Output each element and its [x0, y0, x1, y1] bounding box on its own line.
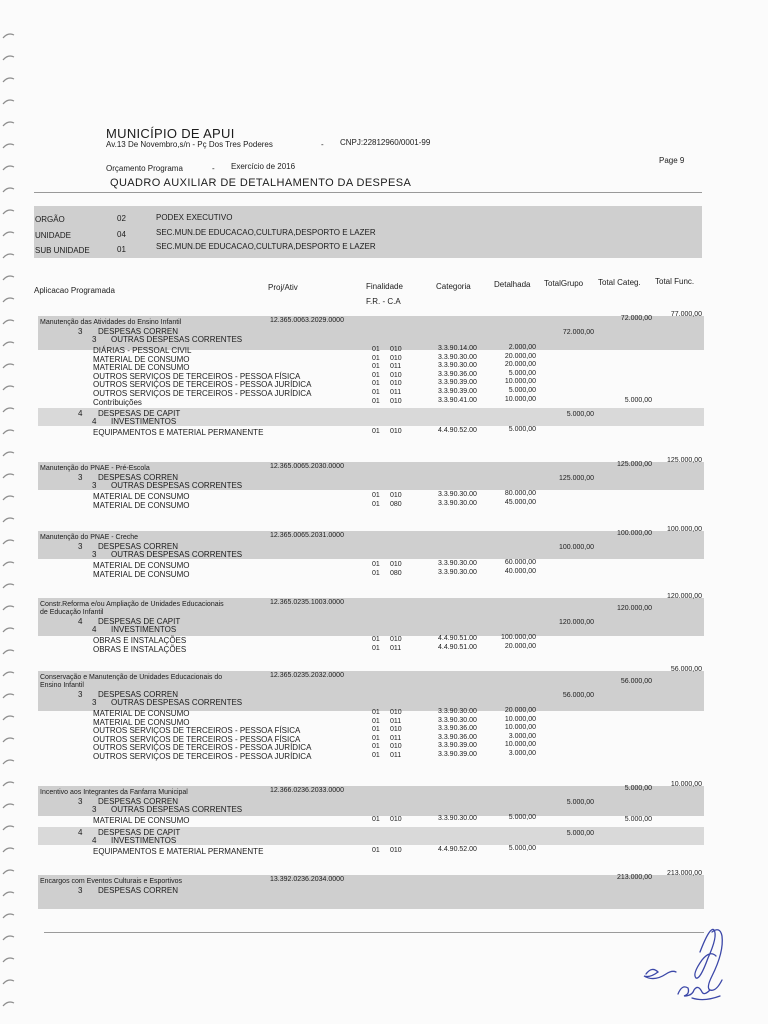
expense-category-code: 3.3.90.41.00: [438, 396, 477, 404]
fonte-recurso: 01: [372, 734, 380, 742]
expense-description: Contribuições: [93, 397, 142, 407]
fonte-recurso: 01: [372, 371, 380, 379]
total-categ: 100.000,00: [616, 530, 652, 537]
program-title: Encargos com Eventos Culturais e Esportivos: [40, 878, 183, 885]
total-grupo: 125.000,00: [558, 475, 594, 482]
detailed-value: 5.000,00: [508, 369, 536, 377]
expense-description: MATERIAL DE CONSUMO: [93, 816, 190, 825]
program-title: Constr.Reforma e/ou Ampliação de Unidades Educacionais: [40, 601, 224, 608]
codigo-aplicacao: 011: [390, 734, 402, 742]
binding-ring: [3, 1002, 14, 1006]
category-number: 3: [78, 797, 83, 806]
binding-ring: [3, 496, 14, 500]
total-categ: 125.000,00: [616, 461, 652, 468]
group-label: INVESTIMENTOS: [111, 417, 177, 427]
program-title: Manutenção do PNAE - Pré-Escola: [40, 465, 150, 472]
category-number: 4: [78, 617, 83, 626]
expense-category-code: 3.3.90.36.00: [438, 725, 477, 733]
group-label: OUTRAS DESPESAS CORRENTES: [111, 481, 243, 490]
expense-category-code: 3.3.90.39.00: [438, 379, 477, 387]
binding-ring: [3, 34, 14, 38]
fonte-recurso: 01: [372, 500, 380, 508]
col-total-func: Total Func.: [655, 277, 695, 286]
group-number: 3: [92, 481, 97, 490]
detailed-value: 45.000,00: [504, 498, 536, 506]
category-number: 3: [78, 542, 83, 551]
category-number: 3: [78, 473, 83, 482]
binding-ring: [3, 672, 14, 676]
detailed-value: 60.000,00: [504, 559, 536, 566]
binding-ring: [3, 430, 14, 434]
program-code: 13.392.0236.2034.0000: [270, 876, 344, 883]
agency-code: 04: [117, 230, 126, 239]
total-grupo: 56.000,00: [562, 692, 594, 699]
expense-description: OUTROS SERVIÇOS DE TERCEIROS - PESSOA JURÍDICA: [93, 752, 312, 761]
expense-category-code: 3.3.90.30.00: [438, 353, 477, 361]
program-title-cont: de Educação Infantil: [40, 609, 104, 616]
municipality-name: MUNICÍPIO DE APUI: [106, 126, 235, 141]
fonte-recurso: 01: [372, 428, 380, 436]
binding-ring: [3, 540, 14, 544]
category-label: DESPESAS CORREN: [98, 542, 179, 551]
fonte-recurso: 01: [372, 709, 380, 716]
category-number: 4: [78, 409, 83, 419]
binding-ring: [3, 188, 14, 192]
expense-category-code: 3.3.90.30.00: [438, 499, 477, 507]
binding-ring: [3, 562, 14, 566]
agency-name: SEC.MUN.DE EDUCACAO,CULTURA,DESPORTO E LAZER: [156, 228, 376, 237]
expense-category-code: 3.3.90.30.00: [438, 560, 477, 567]
category-number: 3: [78, 690, 83, 699]
binding-ring: [3, 892, 14, 896]
binding-ring: [3, 56, 14, 60]
expense-description: MATERIAL DE CONSUMO: [93, 354, 190, 364]
binding-ring: [3, 958, 14, 962]
address-separator: -: [321, 140, 324, 149]
binding-ring: [3, 628, 14, 632]
binding-ring: [3, 166, 14, 170]
expense-category-code: 3.3.90.14.00: [438, 345, 477, 352]
binding-ring: [3, 452, 14, 456]
total-func: 125.000,00: [666, 457, 702, 464]
fonte-recurso: 01: [372, 816, 380, 823]
detailed-value: 20.000,00: [504, 642, 536, 650]
budget-separator: -: [212, 164, 215, 173]
expense-category-code: 4.4.90.52.00: [438, 427, 477, 435]
expense-description: OUTROS SERVIÇOS DE TERCEIROS - PESSOA FÍSICA: [93, 734, 301, 744]
detailed-value: 20.000,00: [504, 707, 536, 714]
detailed-value: 5.000,00: [508, 814, 536, 821]
group-label: INVESTIMENTOS: [111, 625, 177, 634]
codigo-aplicacao: 011: [390, 644, 402, 652]
codigo-aplicacao: 010: [390, 354, 402, 362]
detailed-value: 100.000,00: [500, 634, 536, 641]
expense-category-code: 3.3.90.36.00: [438, 733, 477, 741]
group-label: OUTRAS DESPESAS CORRENTES: [111, 698, 243, 707]
total-grupo: 5.000,00: [566, 829, 594, 837]
col-finalidade: Finalidade: [366, 282, 403, 291]
binding-ring: [3, 518, 14, 522]
total-func: 100.000,00: [666, 526, 702, 533]
expense-category-code: 3.3.90.39.00: [438, 388, 477, 395]
binding-ring: [3, 804, 14, 808]
col-total-grupo: TotalGrupo: [544, 279, 584, 288]
codigo-aplicacao: 010: [390, 816, 402, 823]
expense-description: OUTROS SERVIÇOS DE TERCEIROS - PESSOA FÍSICA: [93, 371, 301, 381]
col-aplicacao: Aplicacao Programada: [34, 286, 115, 295]
expense-category-code: 3.3.90.30.00: [438, 568, 477, 576]
detailed-value: 10.000,00: [504, 395, 536, 403]
col-proj-ativ: Proj/Ativ: [268, 283, 298, 292]
agency-label: SUB UNIDADE: [35, 246, 90, 255]
detailed-value: 5.000,00: [508, 387, 536, 394]
expense-category-code: 4.4.90.51.00: [438, 643, 477, 651]
binding-ring: [3, 606, 14, 610]
binding-ring: [3, 78, 14, 82]
fonte-recurso: 01: [372, 644, 380, 652]
expense-description: OBRAS E INSTALAÇÕES: [93, 636, 187, 645]
program-title-cont: Ensino Infantil: [40, 682, 84, 689]
expense-description: OBRAS E INSTALAÇÕES: [93, 644, 187, 654]
fonte-recurso: 01: [372, 389, 380, 396]
expense-description: EQUIPAMENTOS E MATERIAL PERMANENTE: [93, 846, 264, 856]
group-number: 4: [92, 835, 97, 845]
group-number: 4: [92, 417, 97, 427]
group-label: INVESTIMENTOS: [111, 835, 177, 845]
category-number: 3: [78, 327, 83, 336]
expense-category-code: 3.3.90.39.00: [438, 751, 477, 758]
fonte-recurso: 01: [372, 569, 380, 577]
binding-ring: [3, 298, 14, 302]
expense-category-code: 4.4.90.52.00: [438, 845, 477, 853]
agency-label: UNIDADE: [35, 231, 72, 240]
binding-ring: [3, 782, 14, 786]
total-grupo: 100.000,00: [558, 544, 594, 551]
expense-category-code: 3.3.90.30.00: [438, 362, 477, 370]
binding-ring: [3, 980, 14, 984]
binding-ring: [3, 386, 14, 390]
category-number: 4: [78, 827, 83, 837]
col-detalhada: Detalhada: [494, 280, 531, 289]
handwritten-signature-icon: [630, 922, 746, 1018]
fonte-recurso: 01: [372, 752, 380, 759]
agency-label: ORGÃO: [35, 215, 65, 224]
total-categ: 213.000,00: [616, 874, 652, 881]
binding-ring: [3, 364, 14, 368]
program-title: Manutenção do PNAE - Creche: [40, 534, 139, 541]
program-title: Manutenção das Atividades do Ensino Infantil: [40, 319, 182, 326]
binding-ring: [3, 760, 14, 764]
program-code: 12.366.0236.2033.0000: [270, 787, 344, 794]
binding-ring: [3, 408, 14, 412]
detailed-value: 10.000,00: [504, 378, 536, 386]
group-label: OUTRAS DESPESAS CORRENTES: [111, 805, 243, 814]
expense-description: OUTROS SERVIÇOS DE TERCEIROS - PESSOA JURÍDICA: [93, 743, 312, 753]
total-func: 10.000,00: [670, 781, 702, 788]
expense-category-code: 3.3.90.30.00: [438, 491, 477, 498]
expense-description: MATERIAL DE CONSUMO: [93, 717, 190, 727]
category-label: DESPESAS CORREN: [98, 473, 179, 482]
total-func: 56.000,00: [670, 666, 702, 673]
binding-ring: [3, 826, 14, 830]
category-label: DESPESAS CORREN: [98, 690, 179, 699]
binding-ring: [3, 914, 14, 918]
exercise-year: Exercício de 2016: [231, 162, 296, 171]
category-number: 3: [78, 886, 83, 895]
fonte-recurso: 01: [372, 346, 380, 353]
total-grupo: 120.000,00: [558, 619, 594, 626]
codigo-aplicacao: 010: [390, 380, 402, 388]
expense-description: MATERIAL DE CONSUMO: [93, 363, 190, 373]
expense-description: MATERIAL DE CONSUMO: [93, 569, 190, 579]
codigo-aplicacao: 010: [390, 428, 402, 436]
expense-category-code: 4.4.90.51.00: [438, 635, 477, 642]
expense-description: MATERIAL DE CONSUMO: [93, 561, 190, 570]
program-title: Conservação e Manutenção de Unidades Educacionais do: [40, 674, 223, 681]
codigo-aplicacao: 010: [390, 743, 402, 751]
detailed-value: 10.000,00: [504, 724, 536, 732]
col-categoria: Categoria: [436, 282, 471, 291]
expense-category-code: 3.3.90.39.00: [438, 742, 477, 750]
fonte-recurso: 01: [372, 561, 380, 568]
fonte-recurso: 01: [372, 743, 380, 751]
group-label: OUTRAS DESPESAS CORRENTES: [111, 335, 243, 344]
agency-code: 01: [117, 245, 126, 254]
codigo-aplicacao: 010: [390, 371, 402, 379]
binding-ring: [3, 694, 14, 698]
fonte-recurso: 01: [372, 354, 380, 362]
agency-name: PODEX EXECUTIVO: [156, 213, 233, 222]
address: Av.13 De Novembro,s/n - Pç Dos Tres Poderes: [106, 140, 273, 149]
expense-category-code: 3.3.90.30.00: [438, 716, 477, 724]
category-label: DESPESAS DE CAPIT: [98, 617, 181, 626]
spiral-binding: [0, 0, 22, 1024]
total-categ: 5.000,00: [624, 397, 652, 405]
fonte-recurso: 01: [372, 492, 380, 499]
budget-label: Orçamento Programa: [106, 164, 183, 173]
expense-description: OUTROS SERVIÇOS DE TERCEIROS - PESSOA FÍSICA: [93, 726, 301, 736]
program-code: 12.365.0065.2031.0000: [270, 532, 344, 539]
codigo-aplicacao: 011: [390, 363, 402, 371]
footer-rule: [44, 932, 704, 933]
fonte-recurso: 01: [372, 380, 380, 388]
codigo-aplicacao: 010: [390, 346, 402, 353]
group-number: 4: [92, 625, 97, 634]
codigo-aplicacao: 011: [390, 752, 402, 759]
fonte-recurso: 01: [372, 846, 380, 854]
program-code: 12.365.0235.2032.0000: [270, 672, 344, 679]
total-categ: 72.000,00: [620, 315, 652, 322]
group-number: 3: [92, 550, 97, 559]
total-func: 213.000,00: [666, 870, 702, 877]
agency-code: 02: [117, 214, 126, 223]
report-title: QUADRO AUXILIAR DE DETALHAMENTO DA DESPESA: [110, 177, 412, 189]
total-categ: 56.000,00: [620, 678, 652, 685]
detailed-value: 3.000,00: [508, 732, 536, 740]
detailed-value: 10.000,00: [504, 715, 536, 723]
expense-description: MATERIAL DE CONSUMO: [93, 492, 190, 501]
binding-ring: [3, 474, 14, 478]
binding-ring: [3, 584, 14, 588]
fonte-recurso: 01: [372, 726, 380, 734]
binding-ring: [3, 342, 14, 346]
col-fr-ca: F.R. - C.A: [366, 297, 401, 306]
binding-ring: [3, 232, 14, 236]
detailed-value: 80.000,00: [504, 490, 536, 497]
total-categ: 5.000,00: [624, 815, 652, 823]
expense-category-code: 3.3.90.30.00: [438, 815, 477, 822]
expense-description: DIÁRIAS - PESSOAL CIVIL: [93, 346, 192, 355]
total-categ: 5.000,00: [624, 785, 652, 792]
total-categ: 120.000,00: [616, 605, 652, 612]
codigo-aplicacao: 080: [390, 569, 402, 577]
expense-description: OUTROS SERVIÇOS DE TERCEIROS - PESSOA JURÍDICA: [93, 389, 312, 398]
detailed-value: 5.000,00: [508, 844, 536, 852]
expense-description: EQUIPAMENTOS E MATERIAL PERMANENTE: [93, 428, 264, 438]
binding-ring: [3, 144, 14, 148]
expense-category-code: 3.3.90.36.00: [438, 370, 477, 378]
expense-description: MATERIAL DE CONSUMO: [93, 500, 190, 510]
fonte-recurso: 01: [372, 397, 380, 405]
codigo-aplicacao: 010: [390, 846, 402, 854]
codigo-aplicacao: 010: [390, 636, 402, 643]
codigo-aplicacao: 010: [390, 561, 402, 568]
detailed-value: 20.000,00: [504, 352, 536, 360]
cnpj: CNPJ:22812960/0001-99: [340, 138, 431, 147]
program-code: 12.365.0235.1003.0000: [270, 599, 344, 606]
codigo-aplicacao: 011: [390, 717, 402, 725]
detailed-value: 40.000,00: [504, 567, 536, 575]
total-grupo: 5.000,00: [566, 799, 594, 806]
fonte-recurso: 01: [372, 636, 380, 643]
total-grupo: 5.000,00: [566, 411, 594, 419]
fonte-recurso: 01: [372, 363, 380, 371]
expense-category-code: 3.3.90.30.00: [438, 708, 477, 715]
binding-ring: [3, 650, 14, 654]
program-code: 12.365.0063.2029.0000: [270, 317, 344, 324]
group-number: 3: [92, 698, 97, 707]
group-number: 3: [92, 805, 97, 814]
page-number: Page 9: [659, 156, 685, 165]
group-number: 3: [92, 335, 97, 344]
binding-ring: [3, 870, 14, 874]
binding-ring: [3, 254, 14, 258]
binding-ring: [3, 276, 14, 280]
binding-ring: [3, 716, 14, 720]
group-label: OUTRAS DESPESAS CORRENTES: [111, 550, 243, 559]
category-label: DESPESAS DE CAPIT: [98, 827, 181, 837]
agency-name: SEC.MUN.DE EDUCACAO,CULTURA,DESPORTO E LAZER: [156, 242, 376, 251]
category-label: DESPESAS CORREN: [98, 797, 179, 806]
program-title: Incentivo aos Integrantes da Fanfarra Municipal: [40, 789, 188, 796]
binding-ring: [3, 848, 14, 852]
fonte-recurso: 01: [372, 717, 380, 725]
total-func: 77.000,00: [670, 311, 702, 318]
codigo-aplicacao: 010: [390, 397, 402, 405]
codigo-aplicacao: 010: [390, 726, 402, 734]
codigo-aplicacao: 080: [390, 500, 402, 508]
expense-description: MATERIAL DE CONSUMO: [93, 709, 190, 718]
binding-ring: [3, 210, 14, 214]
binding-ring: [3, 122, 14, 126]
binding-ring: [3, 100, 14, 104]
codigo-aplicacao: 010: [390, 709, 402, 716]
binding-ring: [3, 320, 14, 324]
category-label: DESPESAS DE CAPIT: [98, 409, 181, 419]
total-grupo: 72.000,00: [562, 329, 594, 336]
program-code: 12.365.0065.2030.0000: [270, 463, 344, 470]
category-label: DESPESAS CORREN: [98, 886, 179, 895]
detailed-value: 5.000,00: [508, 426, 536, 434]
detailed-value: 2.000,00: [508, 344, 536, 351]
detailed-value: 20.000,00: [504, 361, 536, 369]
col-total-categ: Total Categ.: [598, 278, 641, 287]
category-label: DESPESAS CORREN: [98, 327, 179, 336]
binding-ring: [3, 936, 14, 940]
detailed-value: 10.000,00: [504, 741, 536, 749]
header-rule: [34, 192, 702, 193]
total-func: 120.000,00: [666, 593, 702, 600]
detailed-value: 3.000,00: [508, 750, 536, 757]
codigo-aplicacao: 011: [390, 389, 402, 396]
binding-ring: [3, 738, 14, 742]
codigo-aplicacao: 010: [390, 492, 402, 499]
expense-description: OUTROS SERVIÇOS DE TERCEIROS - PESSOA JURÍDICA: [93, 380, 312, 390]
